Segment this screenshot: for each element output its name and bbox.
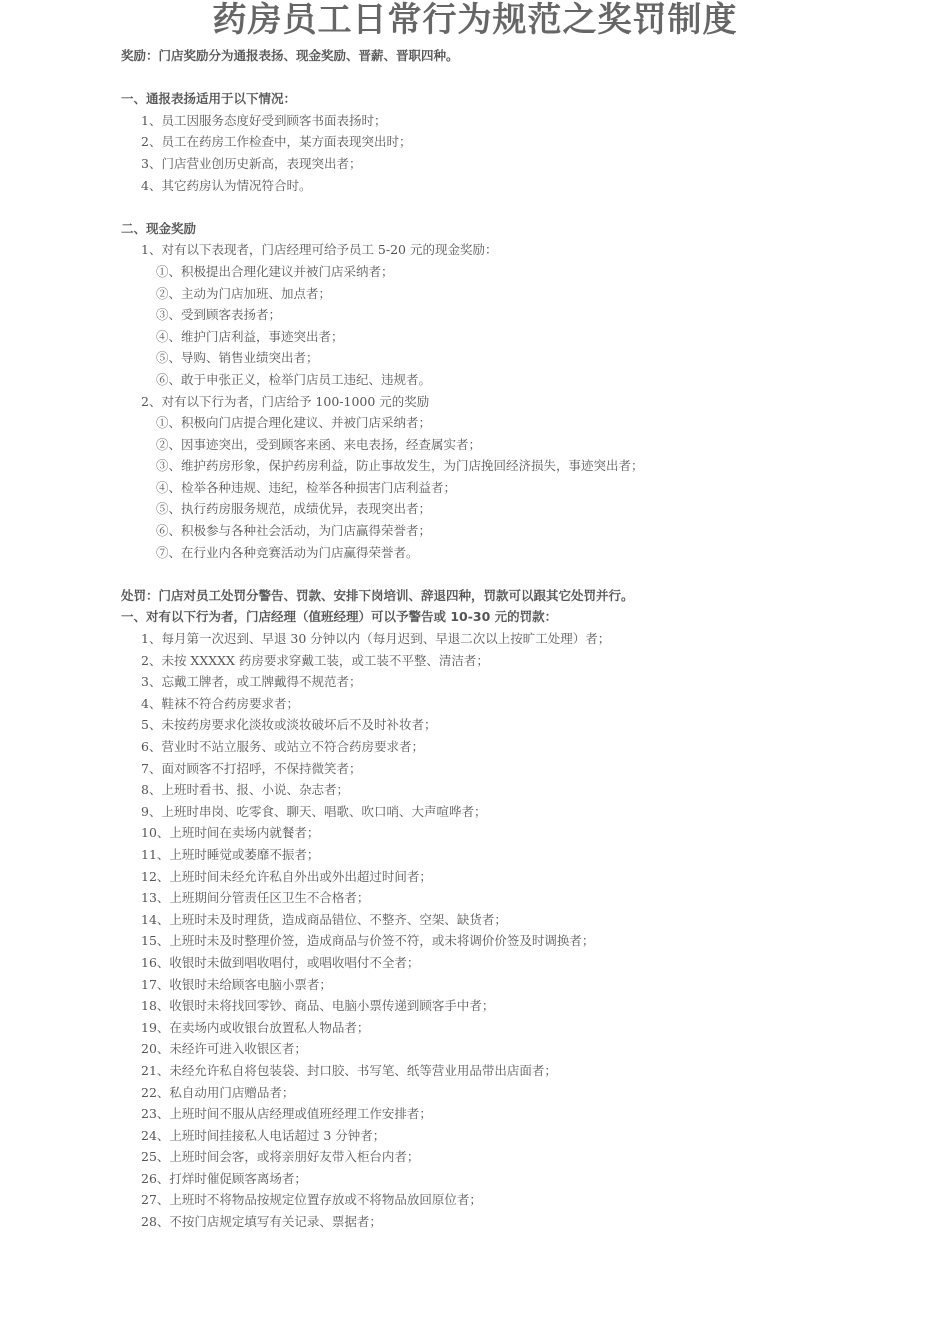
cash-group1-item: ③、受到顾客表扬者； — [156, 307, 282, 323]
penalty-heading: 一、对有以下行为者，门店经理（值班经理）可以予警告或 10-30 元的罚款： — [121, 609, 558, 625]
praise-item: 4、其它药房认为情况符合时。 — [141, 177, 312, 193]
cash-group1-item: ⑥、敢于申张正义，检举门店员工违纪、违规者。 — [156, 371, 432, 387]
cash-group2-item: ⑤、执行药房服务规范，成绩优异，表现突出者； — [156, 501, 432, 517]
cash-group2-item: ⑥、积极参与各种社会活动，为门店赢得荣誉者； — [156, 523, 432, 539]
cash-group1-item: ①、积极提出合理化建议并被门店采纳者； — [156, 263, 394, 279]
penalty-item: 10、上班时间在卖场内就餐者； — [141, 825, 320, 841]
penalty-item: 11、上班时睡觉或萎靡不振者； — [141, 846, 320, 862]
penalty-item: 7、面对顾客不打招呼，不保持微笑者； — [141, 760, 362, 776]
praise-item: 3、门店营业创历史新高，表现突出者； — [141, 155, 362, 171]
penalty-item: 17、收银时未给顾客电脑小票者； — [141, 976, 332, 992]
penalty-item: 25、上班时间会客，或将亲朋好友带入柜台内者； — [141, 1149, 420, 1165]
cash-group1-label: 1、对有以下表现者，门店经理可给予员工 5-20 元的现金奖励： — [141, 242, 498, 258]
document-title: 药房员工日常行为规范之奖罚制度 — [212, 0, 738, 40]
penalty-item: 16、收银时未做到唱收唱付，或唱收唱付不全者； — [141, 954, 420, 970]
penalty-item: 6、营业时不站立服务、或站立不符合药房要求者； — [141, 739, 424, 754]
penalty-item: 2、未按 XXXXX 药房要求穿戴工装，或工装不平整、清洁者； — [141, 652, 489, 668]
spacer — [0, 563, 950, 585]
penalty-item: 14、上班时未及时理货，造成商品错位、不整齐、空架、缺货者； — [141, 911, 507, 927]
penalty-item: 27、上班时不将物品按规定位置存放或不将物品放回原位者； — [141, 1192, 482, 1208]
cash-group2-item: ②、因事迹突出，受到顾客来函、来电表扬，经查属实者； — [156, 436, 482, 452]
penalty-item: 4、鞋袜不符合药房要求者； — [141, 695, 299, 711]
penalty-item: 3、忘戴工牌者，或工牌戴得不规范者； — [141, 674, 362, 690]
penalty-intro: 处罚：门店对员工处罚分警告、罚款、安排下岗培训、辞退四种，罚款可以跟其它处罚并行。 — [121, 587, 634, 603]
penalty-item: 22、私自动用门店赠品者； — [141, 1084, 295, 1100]
praise-item: 2、员工在药房工作检查中，某方面表现突出时； — [141, 134, 412, 150]
penalty-item: 5、未按药房要求化淡妆或淡妆破坏后不及时补妆者； — [141, 717, 437, 733]
penalty-item: 9、上班时串岗、吃零食、聊天、唱歌、吹口哨、大声喧哗者； — [141, 803, 487, 819]
document-body — [0, 45, 950, 1233]
penalty-item: 26、打烊时催促顾客离场者； — [141, 1170, 307, 1186]
cash-group1-item: ④、维护门店利益，事迹突出者； — [156, 328, 344, 344]
penalty-item: 28、不按门店规定填写有关记录、票据者； — [141, 1214, 382, 1230]
penalty-item: 24、上班时间挂接私人电话超过 3 分钟者； — [141, 1127, 386, 1143]
penalty-item: 18、收银时未将找回零钞、商品、电脑小票传递到顾客手中者； — [141, 998, 495, 1014]
cash-group2-label: 2、对有以下行为者，门店给予 100-1000 元的奖励 — [141, 393, 430, 409]
penalty-item: 8、上班时看书、报、小说、杂志者； — [141, 782, 349, 798]
praise-heading: 一、通报表扬适用于以下情况： — [121, 91, 297, 107]
penalty-item: 19、在卖场内或收银台放置私人物品者； — [141, 1019, 370, 1035]
penalty-item: 15、上班时未及时整理价签，造成商品与价签不符，或未将调价价签及时调换者； — [141, 933, 595, 949]
penalty-item: 21、未经允许私自将包装袋、封口胶、书写笔、纸等营业用品带出店面者； — [141, 1062, 557, 1078]
cash-group2-item: ③、维护药房形象，保护药房利益，防止事故发生，为门店挽回经济损失，事迹突出者； — [156, 458, 644, 474]
cash-group2-item: ①、积极向门店提合理化建议、并被门店采纳者； — [156, 415, 432, 431]
cash-group1-item: ②、主动为门店加班、加点者； — [156, 285, 332, 301]
cash-heading: 二、现金奖励 — [121, 220, 197, 236]
spacer — [0, 196, 950, 218]
cash-group2-item: ⑦、在行业内各种竞赛活动为门店赢得荣誉者。 — [156, 544, 419, 560]
spacer — [0, 67, 950, 89]
praise-item: 1、员工因服务态度好受到顾客书面表扬时； — [141, 112, 387, 128]
penalty-item: 23、上班时间不服从店经理或值班经理工作安排者； — [141, 1106, 432, 1122]
penalty-item: 13、上班期间分管责任区卫生不合格者； — [141, 890, 370, 906]
penalty-item: 20、未经许可进入收银区者； — [141, 1041, 307, 1057]
penalty-item: 12、上班时间未经允许私自外出或外出超过时间者； — [141, 868, 432, 884]
reward-intro: 奖励：门店奖励分为通报表扬、现金奖励、晋薪、晋职四种。 — [121, 48, 459, 63]
cash-group1-item: ⑤、导购、销售业绩突出者； — [156, 350, 319, 366]
cash-group2-item: ④、检举各种违规、违纪，检举各种损害门店利益者； — [156, 479, 457, 495]
penalty-item: 1、每月第一次迟到、早退 30 分钟以内（每月迟到、早退二次以上按旷工处理）者； — [141, 631, 611, 647]
